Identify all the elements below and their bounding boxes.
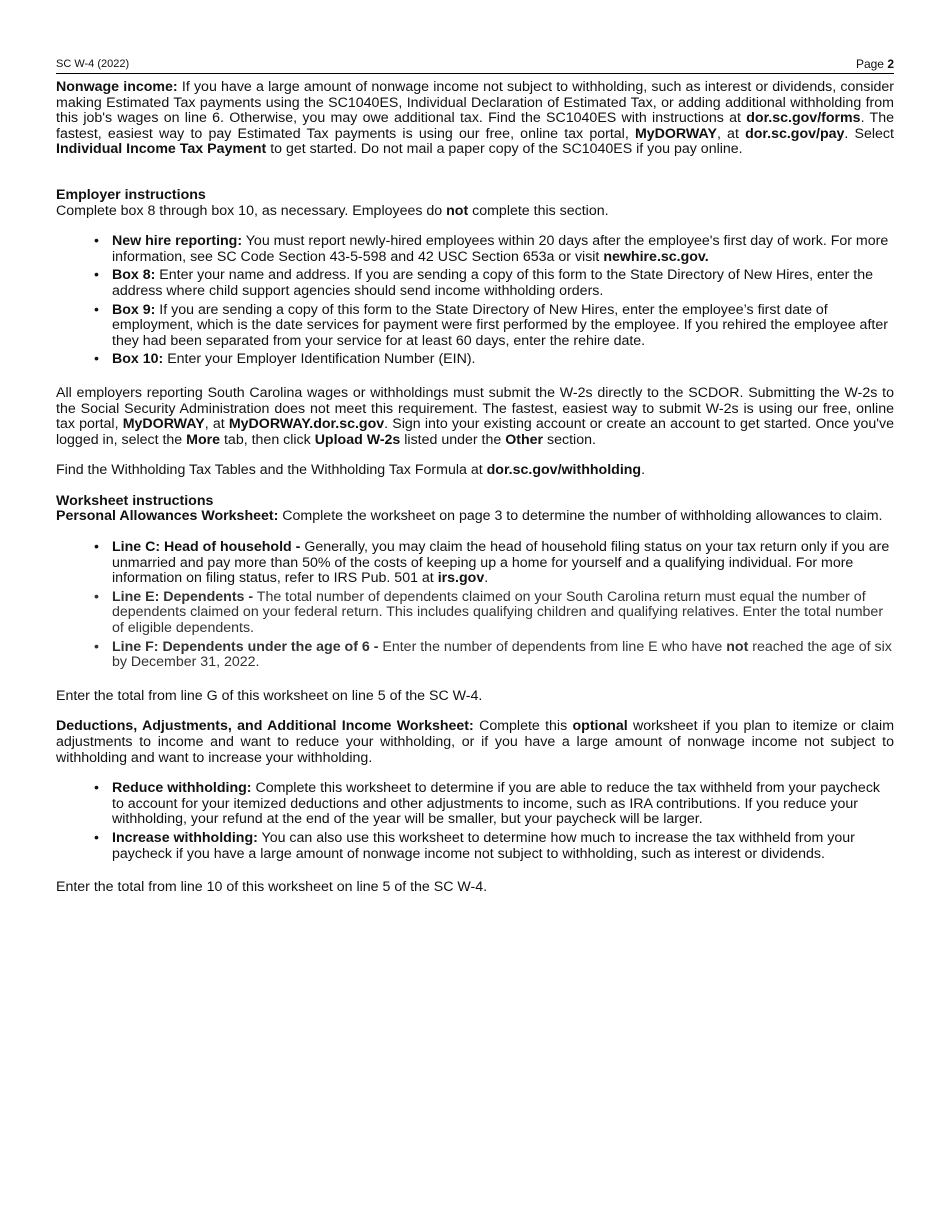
allowances-total-note: Enter the total from line G of this worksheet on line 5 of the SC W-4.: [56, 687, 483, 704]
list-item: • Reduce withholding: Complete this worksheet to determine if you are able to reduce the tax withheld from your paycheck to account for your itemized deductions and other adjustments to income, such as IRA contributions. If you reduce your withholding, your refund at the end of the year will be smaller, but your paycheck will be larger.: [94, 780, 881, 828]
w2-paragraph: All employers reporting South Carolina wages or withholdings must submit the W-2s directly to the SCDOR. Submitting the W-2s to the Social Security Administration does not meet this requirement. The fastest, easiest way to submit W-2s is using our free, online tax portal, MyDORWAY, at MyDORWAY.dor.sc.gov. Sign into your existing account or create an account to get started. Once you've logged in, select the More tab, then click Upload W-2s listed under the Other section.: [56, 384, 894, 448]
worksheet-heading: Worksheet instructions: [56, 492, 214, 509]
mydorway-name: MyDORWAY: [634, 125, 717, 142]
form-id: SC W-4 (2022): [56, 58, 130, 70]
deductions-total-note: Enter the total from line 10 of this worksheet on line 5 of the SC W-4.: [56, 879, 488, 896]
list-item: • Line F: Dependents under the age of 6 - Enter the number of dependents from line E who have not reached the age of six by December 31, 2022.: [94, 638, 892, 671]
employer-intro: Complete box 8 through box 10, as necessary. Employees do not complete this section.: [56, 202, 609, 219]
tables-paragraph: Find the Withholding Tax Tables and the Withholding Tax Formula at dor.sc.gov/withholding.: [56, 462, 646, 479]
bullet-icon: •: [94, 539, 99, 556]
bullet-icon: •: [94, 638, 99, 655]
page-number: 2: [887, 57, 894, 71]
bullet-icon: •: [94, 588, 99, 605]
bullet-icon: •: [94, 233, 99, 250]
bullet-icon: •: [94, 267, 99, 284]
list-item: • New hire reporting: You must report newly-hired employees within 20 days after the employee's first day of work. For more information, see SC Code Section 43-5-598 and 42 USC Section 653a or visit newhire.sc.gov.: [94, 233, 889, 265]
bullet-icon: •: [94, 780, 99, 797]
page-header: [56, 57, 894, 74]
list-item: • Box 9: If you are sending a copy of this form to the State Directory of New Hires, enter the employee’s first date of employment, which is the date services for payment were first performed by the employee. If you rehired the employee after they had been separated from your service for at least 60 days, enter the rehire date.: [94, 301, 888, 349]
list-item: • Line E: Dependents - The total number of dependents claimed on your South Carolina return must equal the number of dependents claimed on your federal return. This includes qualifying children and qualifying relatives. Enter the total number of eligible dependents.: [94, 588, 884, 637]
page-content: [56, 80, 894, 896]
employer-heading: Employer instructions: [56, 186, 206, 203]
forms-link: dor.sc.gov/forms: [746, 110, 861, 127]
deductions-paragraph: Deductions, Adjustments, and Additional Income Worksheet: Complete this optional worksheet if you plan to itemize or claim adjustments to income and want to reduce your withholding, or if you have a large amount of nonwage income not subject to withholding and want to increase your withholding.: [56, 718, 895, 766]
bullet-icon: •: [94, 351, 99, 368]
deductions-bullet-list: [56, 781, 894, 862]
list-item: • Line C: Head of household - Generally, you may claim the head of household filing status on your tax return only if you are unmarried and pay more than 50% of the costs of keeping up a home for yourself and a qualifying individual. For more information on filing status, refer to IRS Pub. 501 at irs.gov.: [94, 539, 890, 587]
list-item: • Increase withholding: You can also use this worksheet to determine how much to increase the tax withheld from your paycheck if you have a large amount of nonwage income not subject to withholding, such as interest or dividends.: [94, 829, 855, 862]
payment-option: Individual Income Tax Payment: [56, 141, 267, 158]
page-label: Page: [855, 57, 888, 71]
nonwage-paragraph: Nonwage income: If you have a large amount of nonwage income not subject to withholding, such as interest or dividends, consider making Estimated Tax payments using the SC1040ES, Individual Declaration of Estimated Tax, or adding additional withholding from this job's wages on line 6. Otherwise, you may owe additional tax. Find the SC1040ES with instructions at dor.sc.gov/forms. The fastest, easiest way to pay Estimated Tax payments is using our free, online tax portal, MyDORWAY, at dor.sc.gov/pay. Select Individual Income Tax Payment to get started. Do not mail a paper copy of the SC1040ES if you pay online.: [56, 79, 894, 158]
withholding-link: dor.sc.gov/withholding: [486, 462, 642, 479]
list-item: • Box 10: Enter your Employer Identification Number (EIN).: [94, 351, 476, 368]
page-indicator: [856, 57, 894, 71]
bullet-icon: •: [94, 829, 99, 846]
list-item: • Box 8: Enter your name and address. If you are sending a copy of this form to the State Directory of New Hires, enter the address where child support agencies should send income withholding orders.: [94, 267, 873, 299]
pay-link: dor.sc.gov/pay: [745, 125, 845, 142]
bullet-icon: •: [94, 301, 99, 318]
personal-allowances-paragraph: Personal Allowances Worksheet: Complete the worksheet on page 3 to determine the number of withholding allowances to claim.: [56, 508, 883, 525]
employer-bullet-list: [56, 234, 894, 368]
allowances-bullet-list: [56, 540, 894, 671]
mydorway-link: MyDORWAY.dor.sc.gov: [228, 416, 385, 433]
nonwage-heading: Nonwage income:: [56, 79, 178, 95]
